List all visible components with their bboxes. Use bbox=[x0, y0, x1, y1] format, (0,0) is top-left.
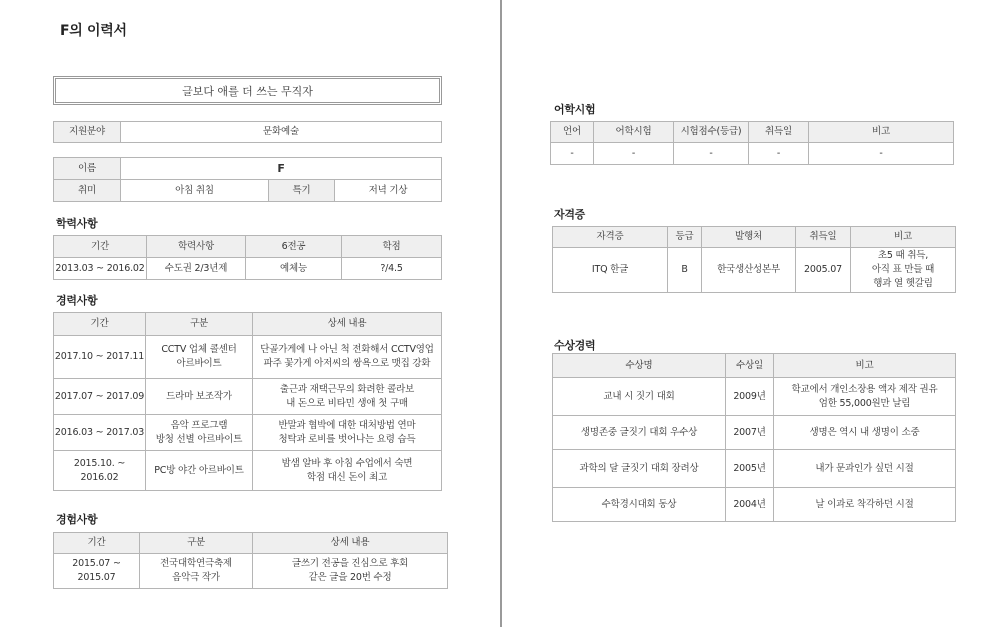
career-type bbox=[146, 415, 253, 451]
certificates-header-note: 비고 bbox=[851, 227, 956, 248]
career-detail-line1: 반말과 협박에 대한 대처방법 연마 bbox=[278, 419, 416, 431]
career-type-line2: 방청 선별 아르바이트 bbox=[155, 433, 243, 445]
career-detail bbox=[253, 379, 442, 415]
experience-header-period: 기간 bbox=[54, 533, 140, 554]
career-type-line2: 아르바이트 bbox=[176, 358, 222, 369]
award-note-line2: 엄한 55,000원만 날림 bbox=[818, 397, 911, 409]
experience-table bbox=[53, 532, 448, 589]
table-row bbox=[54, 258, 442, 280]
career-detail-line2: 파주 꽃가게 아저씨의 쌍욕으로 맷집 강화 bbox=[263, 358, 431, 369]
award-name: 수학경시대회 동상 bbox=[553, 488, 726, 522]
profile-table bbox=[53, 157, 442, 202]
table-row bbox=[553, 378, 956, 416]
certificate-note bbox=[851, 248, 956, 293]
awards-section-title: 수상경력 bbox=[554, 339, 596, 352]
apply-field-label: 지원분야 bbox=[54, 122, 121, 143]
table-row bbox=[553, 416, 956, 450]
table-row bbox=[54, 554, 448, 589]
award-note-line1: 학교에서 개인소장용 액자 제작 권유 bbox=[791, 383, 938, 395]
award-note: 날 이과로 착각하던 시절 bbox=[774, 488, 956, 522]
award-note: 내가 문과인가 싶던 시절 bbox=[774, 450, 956, 488]
career-type bbox=[146, 379, 253, 415]
language-section-title: 어학시험 bbox=[554, 103, 596, 116]
apply-field-table bbox=[53, 121, 442, 143]
page-divider bbox=[500, 0, 502, 627]
career-header-detail: 상세 내용 bbox=[253, 313, 442, 336]
career-detail-line1: 출근과 재택근무의 화려한 콜라보 bbox=[279, 383, 415, 395]
experience-type-line2: 음악극 작가 bbox=[172, 572, 220, 583]
career-detail-line2: 청탁과 로비를 벗어나는 요령 습득 bbox=[278, 433, 416, 445]
award-name: 생명존중 글짓기 대회 우수상 bbox=[553, 416, 726, 450]
language-header-lang: 언어 bbox=[551, 122, 594, 143]
education-header-period: 기간 bbox=[54, 236, 147, 258]
awards-header-name: 수상명 bbox=[553, 354, 726, 378]
career-header-period: 기간 bbox=[54, 313, 146, 336]
hobby-value: 아침 취침 bbox=[121, 180, 269, 202]
education-header-major: 6전공 bbox=[246, 236, 342, 258]
certificate-grade: B bbox=[668, 248, 702, 293]
awards-header-year: 수상일 bbox=[726, 354, 774, 378]
certificates-header-name: 자격증 bbox=[553, 227, 668, 248]
education-section-title: 학력사항 bbox=[56, 217, 98, 230]
table-row bbox=[54, 451, 442, 491]
skill-label: 특기 bbox=[269, 180, 335, 202]
experience-period: 2015.07 ~ 2015.07 bbox=[54, 554, 140, 589]
language-header-note: 비고 bbox=[809, 122, 954, 143]
document-title: F의 이력서 bbox=[60, 23, 127, 39]
certificates-header-issuer: 발행처 bbox=[702, 227, 796, 248]
award-name: 과학의 달 글짓기 대회 장려상 bbox=[553, 450, 726, 488]
certificates-header-grade: 등급 bbox=[668, 227, 702, 248]
certificate-date: 2005.07 bbox=[796, 248, 851, 293]
career-detail-line1: 밤샘 알바 후 아침 수업에서 숙면 bbox=[281, 457, 413, 469]
career-period: 2017.07 ~ 2017.09 bbox=[54, 379, 146, 415]
name-label: 이름 bbox=[54, 158, 121, 180]
award-year: 2004년 bbox=[726, 488, 774, 522]
career-detail bbox=[253, 336, 442, 379]
awards-header-note: 비고 bbox=[774, 354, 956, 378]
career-detail bbox=[253, 451, 442, 491]
skill-value: 저녁 기상 bbox=[335, 180, 442, 202]
apply-field-value: 문화예술 bbox=[121, 122, 442, 143]
language-score: - bbox=[674, 143, 749, 165]
career-type bbox=[146, 336, 253, 379]
award-year: 2005년 bbox=[726, 450, 774, 488]
education-header-gpa: 학점 bbox=[342, 236, 442, 258]
education-school: 수도권 2/3년제 bbox=[147, 258, 246, 280]
table-row bbox=[551, 143, 954, 165]
experience-type bbox=[140, 554, 253, 589]
career-detail-line1: 단골가게에 나 아닌 척 전화해서 CCTV영업 bbox=[260, 344, 434, 355]
table-row bbox=[54, 336, 442, 379]
experience-detail bbox=[253, 554, 448, 589]
career-table bbox=[53, 312, 442, 491]
education-major: 예체능 bbox=[246, 258, 342, 280]
career-type bbox=[146, 451, 253, 491]
experience-header-type: 구분 bbox=[140, 533, 253, 554]
language-note: - bbox=[809, 143, 954, 165]
experience-detail-line2: 같은 글을 20번 수정 bbox=[308, 572, 392, 583]
certificate-note-line3: 행과 열 헷갈림 bbox=[873, 278, 933, 289]
award-year: 2007년 bbox=[726, 416, 774, 450]
award-note bbox=[774, 378, 956, 416]
award-note: 생명은 역시 내 생명이 소중 bbox=[774, 416, 956, 450]
career-type-line1: 드라마 보조작가 bbox=[166, 390, 232, 402]
education-header-school: 학력사항 bbox=[147, 236, 246, 258]
language-date: - bbox=[749, 143, 809, 165]
career-period: 2016.03 ~ 2017.03 bbox=[54, 415, 146, 451]
education-table bbox=[53, 235, 442, 280]
table-row bbox=[553, 488, 956, 522]
experience-section-title: 경험사항 bbox=[56, 513, 98, 526]
language-header-test: 어학시험 bbox=[594, 122, 674, 143]
career-detail-line2: 학점 대신 돈이 최고 bbox=[306, 471, 388, 483]
career-type-line1: CCTV 업체 콜센터 bbox=[161, 344, 237, 355]
table-row bbox=[553, 450, 956, 488]
award-name: 교내 시 짓기 대회 bbox=[553, 378, 726, 416]
headline-text: 글보다 애를 더 쓰는 무직자 bbox=[182, 84, 313, 98]
education-period: 2013.03 ~ 2016.02 bbox=[54, 258, 147, 280]
career-detail-line2: 내 돈으로 비타민 생애 첫 구매 bbox=[286, 397, 408, 409]
hobby-label: 취미 bbox=[54, 180, 121, 202]
language-lang: - bbox=[551, 143, 594, 165]
certificates-header-date: 취득일 bbox=[796, 227, 851, 248]
certificates-section-title: 자격증 bbox=[554, 208, 585, 221]
table-row bbox=[553, 248, 956, 293]
education-gpa: ?/4.5 bbox=[342, 258, 442, 280]
career-detail bbox=[253, 415, 442, 451]
career-header-type: 구분 bbox=[146, 313, 253, 336]
certificate-note-line1: 초5 때 취득, bbox=[877, 250, 929, 261]
experience-header-detail: 상세 내용 bbox=[253, 533, 448, 554]
experience-type-line1: 전국대학연극축제 bbox=[160, 558, 232, 569]
headline-box bbox=[53, 76, 442, 105]
table-row bbox=[54, 379, 442, 415]
career-type-line1: PC방 야간 아르바이트 bbox=[154, 464, 244, 476]
certificate-note-line2: 아직 표 만들 때 bbox=[871, 264, 935, 275]
career-section-title: 경력사항 bbox=[56, 294, 98, 307]
experience-detail-line1: 글쓰기 전공을 진심으로 후회 bbox=[291, 558, 409, 569]
table-row bbox=[54, 415, 442, 451]
awards-table bbox=[552, 353, 956, 522]
award-year: 2009년 bbox=[726, 378, 774, 416]
career-period: 2015.10. ~ 2016.02 bbox=[54, 451, 146, 491]
career-period: 2017.10 ~ 2017.11 bbox=[54, 336, 146, 379]
name-value: F bbox=[121, 158, 442, 180]
career-type-line1: 음악 프로그램 bbox=[170, 419, 228, 431]
certificate-issuer: 한국생산성본부 bbox=[702, 248, 796, 293]
certificates-table bbox=[552, 226, 956, 293]
language-table bbox=[550, 121, 954, 165]
language-test: - bbox=[594, 143, 674, 165]
language-header-score: 시험점수(등급) bbox=[674, 122, 749, 143]
language-header-date: 취득일 bbox=[749, 122, 809, 143]
certificate-name: ITQ 한글 bbox=[553, 248, 668, 293]
